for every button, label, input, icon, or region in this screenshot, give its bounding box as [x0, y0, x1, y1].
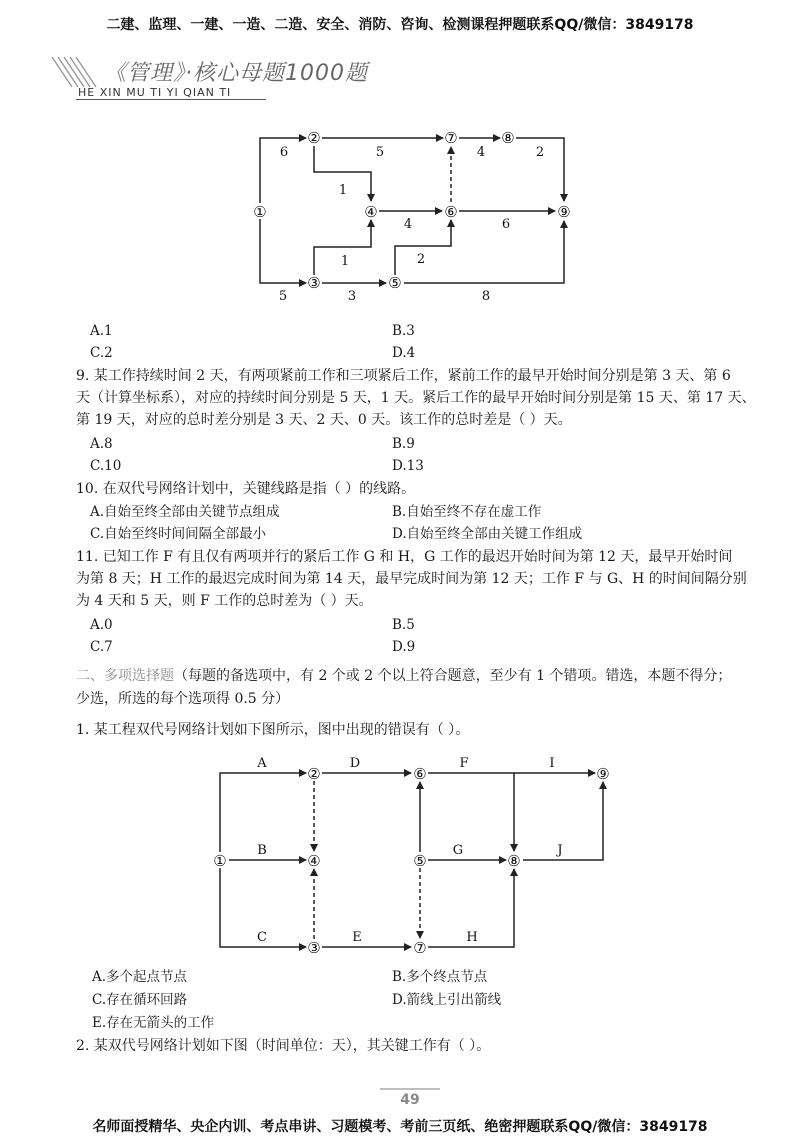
d1-label-2-4: 1: [338, 183, 348, 198]
mq1-option-e: E.存在无箭头的工作: [92, 1015, 215, 1031]
d1-label-6-9: 6: [501, 217, 511, 232]
section-2-title: 二、多项选择题: [76, 668, 174, 684]
mq1-option-a: A.多个起点节点: [92, 969, 188, 985]
d2-label-g: G: [452, 843, 464, 858]
d1-node-7: ⑦: [444, 129, 458, 147]
d1-label-2-7: 5: [375, 145, 385, 160]
d2-label-j: J: [557, 843, 563, 858]
q11-stem-line1: 11. 已知工作 F 有且仅有两项并行的紧后工作 G 和 H，G 工作的最迟开始时间为第 12 天，最早开始时间: [76, 549, 733, 565]
book-subtitle: HE XIN MU TI YI QIAN TI: [78, 86, 232, 99]
d1-label-4-6: 4: [403, 217, 413, 232]
mq1-stem: 1. 某工程双代号网络计划如下图所示，图中出现的错误有（ ）。: [76, 722, 470, 738]
network-diagram-1: [0, 0, 800, 320]
d1-node-9: ⑨: [557, 203, 571, 221]
q10-option-b: B.自始至终不存在虚工作: [392, 504, 542, 520]
q9-stem-line3: 第 19 天，对应的总时差分别是 3 天、2 天、0 天。该工作的总时差是（ ）天。: [76, 412, 572, 428]
d1-node-3: ③: [307, 274, 321, 292]
d1-node-2: ②: [307, 129, 321, 147]
section-2-rules-line2: 少选，所选的每个选项得 0.5 分）: [76, 691, 290, 707]
q10-option-a: A.自始至终全部由关键节点组成: [90, 504, 280, 520]
d2-node-2: ②: [307, 765, 321, 783]
d2-label-c: C: [257, 930, 267, 945]
d2-label-b: B: [257, 843, 267, 858]
d1-label-5-6: 2: [416, 252, 426, 267]
d2-node-9: ⑨: [596, 765, 610, 783]
d2-node-1: ①: [213, 852, 227, 870]
d2-label-e: E: [352, 930, 362, 945]
section-2-rules-line1: （每题的备选项中，有 2 个或 2 个以上符合题意，至少有 1 个错项。错选，本题不得分；: [174, 668, 732, 684]
q11-option-c: C.7: [90, 639, 113, 655]
top-banner: 二建、监理、一建、一造、二造、安全、消防、咨询、检测课程押题联系QQ/微信：3849178: [106, 17, 694, 33]
d1-node-5: ⑤: [388, 274, 402, 292]
d2-label-f: F: [459, 756, 469, 771]
q9-option-a: A.8: [90, 436, 113, 452]
q10-stem: 10. 在双代号网络计划中，关键线路是指（ ）的线路。: [76, 481, 416, 497]
d1-label-1-2: 6: [279, 145, 289, 160]
q9-option-d: D.13: [392, 458, 424, 474]
mq1-option-b: B.多个终点节点: [392, 969, 488, 985]
page-number: [380, 1086, 440, 1106]
mq1-option-c: C.存在循环回路: [92, 992, 188, 1008]
mq1-option-d: D.箭线上引出箭线: [392, 992, 502, 1008]
q9-option-c: C.10: [90, 458, 122, 474]
d1-label-3-4: 1: [340, 254, 350, 269]
mq2-stem: 2. 某双代号网络计划如下图（时间单位：天），其关键工作有（ ）。: [76, 1038, 491, 1054]
q11-stem-line2: 为第 8 天；H 工作的最迟完成时间为第 14 天，最早完成时间为第 12 天；工作 F 与 G、H 的时间间隔分别: [76, 571, 747, 587]
q11-stem-line3: 为 4 天和 5 天，则 F 工作的总时差为（ ）天。: [76, 593, 373, 609]
d1-node-4: ④: [364, 203, 378, 221]
d1-label-3-5: 3: [347, 289, 357, 304]
section-2-heading: [76, 665, 786, 687]
q11-option-b: B.5: [392, 617, 415, 633]
q9-stem-line1: 9. 某工作持续时间 2 天，有两项紧前工作和三项紧后工作，紧前工作的最早开始时间分别是第 3 天、第 6: [76, 368, 731, 384]
d2-label-h: H: [466, 930, 478, 945]
d2-label-a: A: [257, 756, 267, 771]
d2-node-7: ⑦: [413, 939, 427, 957]
q8-option-c: C.2: [90, 345, 113, 361]
d2-node-4: ④: [307, 852, 321, 870]
q9-stem-line2: 天（计算坐标系），对应的持续时间分别是 5 天，1 天。紧后工作的最早开始时间分别是第 15 天、第 17 天、: [76, 390, 756, 406]
q9-option-b: B.9: [392, 436, 415, 452]
d2-label-d: D: [349, 756, 361, 771]
d1-node-8: ⑧: [501, 129, 515, 147]
q8-option-a: A.1: [90, 323, 113, 339]
q8-option-d: D.4: [392, 345, 416, 361]
q11-option-a: A.0: [90, 617, 113, 633]
d1-label-1-3: 5: [278, 289, 288, 304]
bottom-banner: 名师面授精华、央企内训、考点串讲、习题模考、考前三页纸、绝密押题联系QQ/微信：3849178: [92, 1119, 708, 1135]
d1-node-1: ①: [253, 203, 267, 221]
d1-label-5-9: 8: [481, 289, 491, 304]
book-title: 《管理》·核心母题1000题: [104, 61, 368, 86]
d2-node-3: ③: [307, 939, 321, 957]
d1-label-8-9: 2: [535, 145, 545, 160]
d2-node-5: ⑤: [413, 852, 427, 870]
q10-option-d: D.自始至终全部由关键工作组成: [392, 526, 583, 542]
d2-label-i: I: [549, 756, 555, 771]
q8-option-b: B.3: [392, 323, 415, 339]
d1-node-6: ⑥: [444, 203, 458, 221]
d2-node-8: ⑧: [507, 852, 521, 870]
q11-option-d: D.9: [392, 639, 416, 655]
d1-label-7-8: 4: [476, 145, 486, 160]
d2-node-6: ⑥: [413, 765, 427, 783]
q10-option-c: C.自始至终时间间隔全部最小: [90, 526, 267, 542]
page-number-text: 49: [400, 1092, 420, 1108]
